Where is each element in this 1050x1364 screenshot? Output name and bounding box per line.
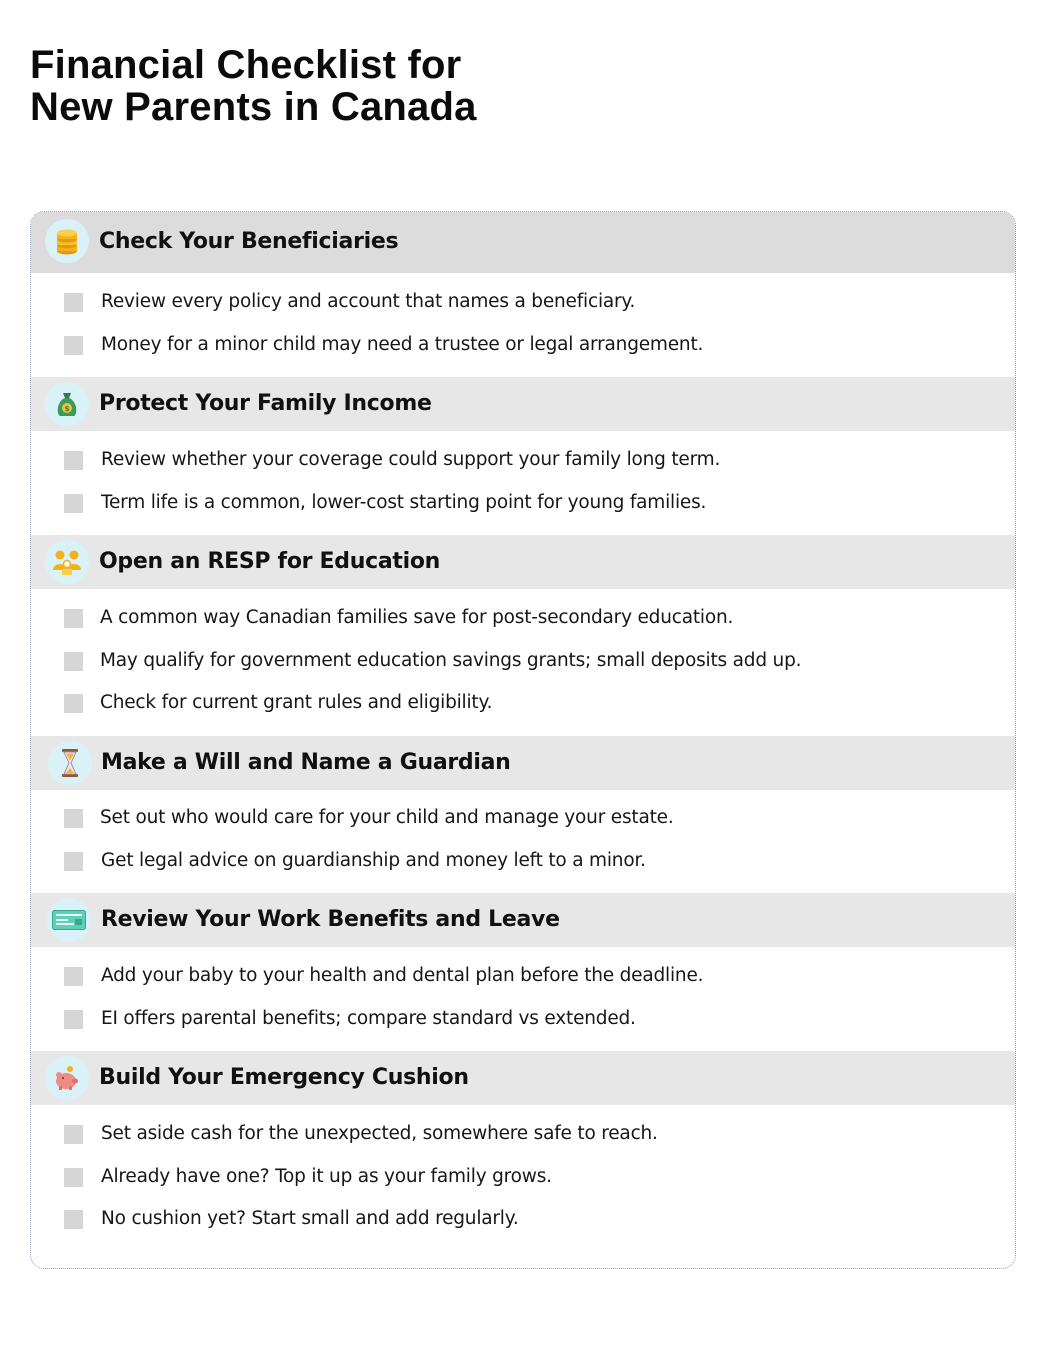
money-bag-icon	[45, 382, 89, 426]
checklist-item	[31, 647, 1015, 677]
checkbox[interactable]	[64, 1010, 83, 1029]
checklist-item-text: Check for current grant rules and eligibility.	[100, 692, 493, 713]
checkbox[interactable]	[64, 1125, 83, 1144]
checklist-item	[31, 1005, 1015, 1035]
section-header-will-guardian	[31, 736, 1015, 790]
checklist-item	[31, 1163, 1015, 1193]
checklist-item	[31, 689, 1015, 719]
section-title: Check Your Beneficiaries	[99, 229, 399, 254]
checklist-item-text: No cushion yet? Start small and add regularly.	[101, 1208, 519, 1229]
checklist-item-text: EI offers parental benefits; compare standard vs extended.	[101, 1008, 636, 1029]
checkbox[interactable]	[64, 652, 83, 671]
checklist-item	[31, 489, 1015, 519]
checkbox[interactable]	[64, 1210, 83, 1229]
checklist-item-text: Add your baby to your health and dental plan before the deadline.	[101, 965, 704, 986]
checkbox[interactable]	[64, 967, 83, 986]
section-title: Protect Your Family Income	[99, 391, 432, 416]
family-icon	[45, 540, 89, 584]
checklist-item-text: Get legal advice on guardianship and money left to a minor.	[101, 850, 646, 871]
section-title: Review Your Work Benefits and Leave	[101, 907, 560, 932]
checklist-item-text: Term life is a common, lower-cost starting point for young families.	[101, 492, 707, 513]
coin-stack-icon	[45, 219, 89, 263]
checklist-item	[31, 288, 1015, 318]
section-title: Build Your Emergency Cushion	[99, 1065, 469, 1090]
checklist-item-text: Review whether your coverage could support your family long term.	[101, 449, 721, 470]
checklist-item-text: Already have one? Top it up as your family grows.	[101, 1166, 552, 1187]
checkbox[interactable]	[64, 336, 83, 355]
checklist-item-text: May qualify for government education savings grants; small deposits add up.	[100, 650, 802, 671]
checkbox[interactable]	[64, 694, 83, 713]
section-header-family-income	[31, 377, 1015, 431]
benefits-card-icon	[47, 898, 91, 942]
section-header-resp	[31, 535, 1015, 589]
page-title-line-1: Financial Checklist for	[30, 43, 462, 87]
section-header-emergency-cushion	[31, 1051, 1015, 1105]
section-title: Open an RESP for Education	[99, 549, 441, 574]
section-header-work-benefits	[31, 893, 1015, 947]
checkbox[interactable]	[64, 1168, 83, 1187]
checklist-item-text: Set out who would care for your child and manage your estate.	[100, 807, 674, 828]
hourglass-icon	[48, 741, 92, 785]
checklist-item	[31, 1120, 1015, 1150]
checklist-item	[31, 331, 1015, 361]
checklist-item	[31, 804, 1015, 834]
page-title-line-2: New Parents in Canada	[30, 85, 477, 129]
checklist-item	[31, 1205, 1015, 1235]
checklist-item	[31, 962, 1015, 992]
checklist-item	[31, 847, 1015, 877]
checklist-item	[31, 446, 1015, 476]
checkbox[interactable]	[64, 451, 83, 470]
checkbox[interactable]	[64, 494, 83, 513]
section-header-beneficiaries	[31, 212, 1015, 273]
checklist-card	[30, 211, 1016, 1269]
checklist-item-text: Money for a minor child may need a trustee or legal arrangement.	[101, 334, 704, 355]
piggy-bank-icon	[45, 1056, 89, 1100]
checklist-item-text: Set aside cash for the unexpected, somewhere safe to reach.	[101, 1123, 658, 1144]
checkbox[interactable]	[64, 809, 83, 828]
checkbox[interactable]	[64, 609, 83, 628]
checklist-item	[31, 604, 1015, 634]
checklist-item-text: Review every policy and account that names a beneficiary.	[101, 291, 636, 312]
svg-text:$: $	[64, 405, 70, 413]
page-title	[30, 44, 477, 128]
checklist-item-text: A common way Canadian families save for post-secondary education.	[100, 607, 734, 628]
checkbox[interactable]	[64, 293, 83, 312]
checkbox[interactable]	[64, 852, 83, 871]
section-title: Make a Will and Name a Guardian	[101, 750, 511, 775]
